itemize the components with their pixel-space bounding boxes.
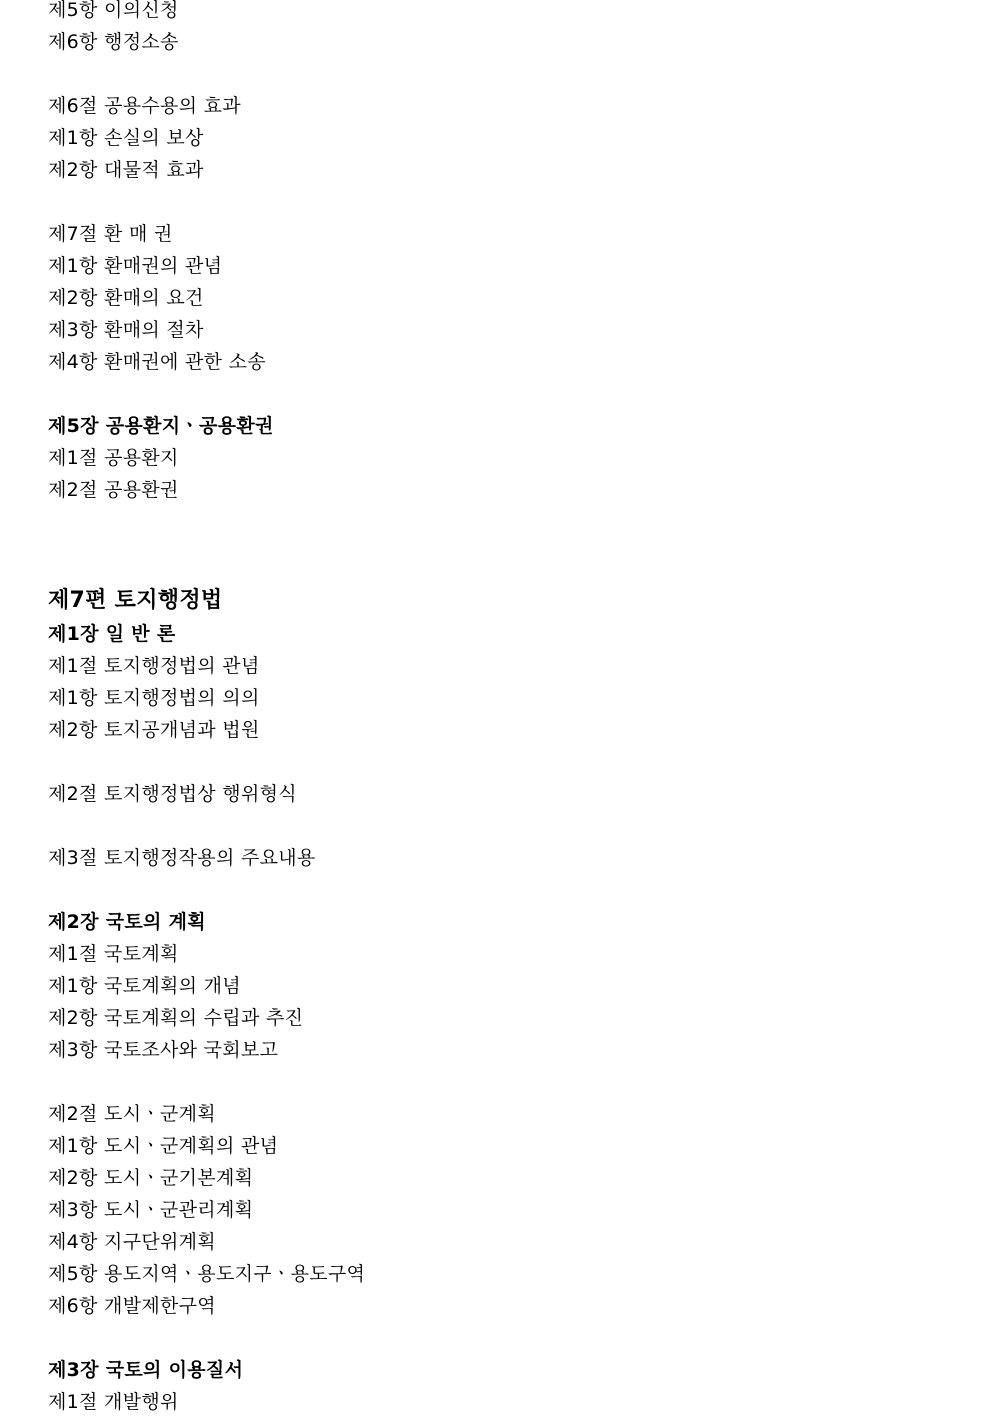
section-gap (48, 506, 948, 570)
toc-entry: 제2절 도시ㆍ군계획 (48, 1103, 216, 1125)
toc-entry: 제5항 이의신청 (48, 0, 179, 21)
chapter-heading: 제2장 국토의 계획 (48, 911, 206, 933)
toc-entry: 제3항 도시ㆍ군관리계획 (48, 1199, 254, 1221)
toc-entry: 제2절 공용환권 (48, 479, 179, 501)
toc-entry: 제3항 환매의 절차 (48, 319, 204, 341)
toc-entry: 제7절 환 매 권 (48, 223, 173, 245)
toc-entry: 제1항 토지행정법의 의의 (48, 687, 260, 709)
toc-entry: 제6항 개발제한구역 (48, 1295, 216, 1317)
toc-entry: 제3항 국토조사와 국회보고 (48, 1039, 279, 1061)
toc-entry: 제1절 국토계획 (48, 943, 179, 965)
chapter-heading: 제5장 공용환지ㆍ공용환권 (48, 415, 274, 437)
blank-line (48, 810, 948, 842)
toc-entry: 제6항 행정소송 (48, 31, 179, 53)
toc-entry: 제2항 도시ㆍ군기본계획 (48, 1167, 254, 1189)
toc-entry: 제6절 공용수용의 효과 (48, 95, 241, 117)
toc-entry: 제4항 지구단위계획 (48, 1231, 216, 1253)
chapter-heading: 제1장 일 반 론 (48, 623, 176, 645)
toc-entry: 제4항 환매권에 관한 소송 (48, 351, 266, 373)
toc-entry: 제2절 토지행정법상 행위형식 (48, 783, 297, 805)
part-heading: 제7편 토지행정법 (48, 588, 223, 613)
blank-line (48, 378, 948, 410)
toc-entry: 제1항 국토계획의 개념 (48, 975, 241, 997)
toc-entry: 제5항 용도지역ㆍ용도지구ㆍ용도구역 (48, 1263, 366, 1285)
blank-line (48, 1066, 948, 1098)
blank-line (48, 746, 948, 778)
document-page (48, 0, 948, 1418)
toc-entry: 제1항 환매권의 관념 (48, 255, 223, 277)
blank-line (48, 874, 948, 906)
toc-entry: 제1항 도시ㆍ군계획의 관념 (48, 1135, 279, 1157)
blank-line (48, 186, 948, 218)
chapter-heading: 제3장 국토의 이용질서 (48, 1359, 244, 1381)
toc-entry: 제2항 환매의 요건 (48, 287, 204, 309)
toc-entry: 제1절 개발행위 (48, 1391, 179, 1413)
toc-entry: 제2항 국토계획의 수립과 추진 (48, 1007, 304, 1029)
blank-line (48, 58, 948, 90)
toc-entry: 제2항 토지공개념과 법원 (48, 719, 260, 741)
blank-line (48, 1322, 948, 1354)
toc-entry: 제1항 손실의 보상 (48, 127, 204, 149)
toc-entry: 제1절 토지행정법의 관념 (48, 655, 260, 677)
toc-entry: 제2항 대물적 효과 (48, 159, 204, 181)
toc-entry: 제1절 공용환지 (48, 447, 179, 469)
toc-entry: 제3절 토지행정작용의 주요내용 (48, 847, 316, 869)
